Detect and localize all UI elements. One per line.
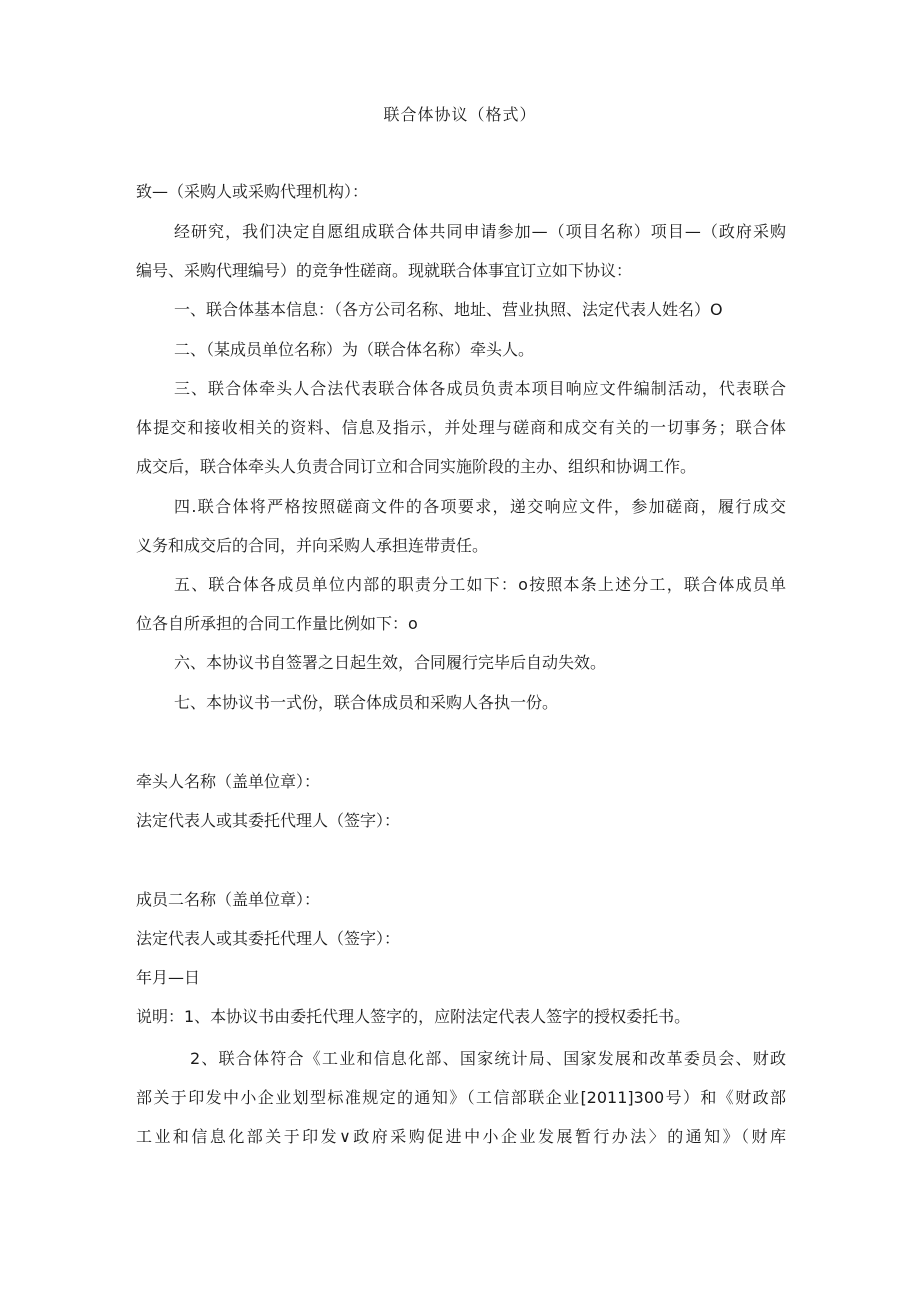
member-rep-label: 法定代表人或其委托代理人（签字）： bbox=[136, 929, 401, 948]
clause-4-line-1: 四.联合体将严格按照磋商文件的各项要求，递交响应文件，参加磋商，履行成交 bbox=[174, 497, 786, 516]
document-title: 联合体协议（格式） bbox=[383, 105, 537, 124]
clause-1: 一、联合体基本信息：（各方公司名称、地址、营业执照、法定代表人姓名）O bbox=[174, 300, 723, 319]
body-line-2: 编号、采购代理编号）的竞争性磋商。现就联合体事宜订立如下协议： bbox=[136, 261, 633, 280]
clause-5-line-1: 五、联合体各成员单位内部的职责分工如下：o按照本条上述分工，联合体成员单 bbox=[174, 575, 786, 594]
lead-rep-label: 法定代表人或其委托代理人（签字）： bbox=[136, 811, 401, 830]
note-2-line-2: 部关于印发中小企业划型标准规定的通知》（工信部联企业[2011]300号）和《财政部 bbox=[136, 1088, 786, 1107]
clause-4-line-2: 义务和成交后的合同，并向采购人承担连带责任。 bbox=[136, 536, 489, 555]
clause-5-line-2: 位各自所承担的合同工作量比例如下：o bbox=[136, 614, 418, 633]
salutation: 致—（采购人或采购代理机构）： bbox=[136, 182, 369, 201]
clause-7: 七、本协议书一式份，联合体成员和采购人各执一份。 bbox=[174, 693, 559, 712]
clause-3-line-1: 三、联合体牵头人合法代表联合体各成员负责本项目响应文件编制活动，代表联合 bbox=[174, 379, 786, 398]
lead-name-label: 牵头人名称（盖单位章）： bbox=[136, 772, 321, 791]
date-label: 年月—日 bbox=[136, 968, 201, 987]
clause-6: 六、本协议书自签署之日起生效，合同履行完毕后自动失效。 bbox=[174, 653, 607, 672]
member-name-label: 成员二名称（盖单位章）： bbox=[136, 890, 321, 909]
note-1: 说明：1、本协议书由委托代理人签字的，应附法定代表人签字的授权委托书。 bbox=[136, 1007, 691, 1026]
note-2-line-1: 2、联合体符合《工业和信息化部、国家统计局、国家发展和改革委员会、财政 bbox=[190, 1049, 786, 1068]
body-line-1: 经研究，我们决定自愿组成联合体共同申请参加—（项目名称）项目—（政府采购 bbox=[174, 222, 786, 241]
note-2-line-3: 工业和信息化部关于印发∨政府采购促进中小企业发展暂行办法〉的通知》（财库 bbox=[136, 1127, 786, 1146]
clause-2: 二、（某成员单位名称）为（联合体名称）牵头人。 bbox=[174, 340, 535, 359]
clause-3-line-2: 体提交和接收相关的资料、信息及指示，并处理与磋商和成交有关的一切事务；联合体 bbox=[136, 418, 786, 437]
clause-3-line-3: 成交后，联合体牵头人负责合同订立和合同实施阶段的主办、组织和协调工作。 bbox=[136, 457, 697, 476]
